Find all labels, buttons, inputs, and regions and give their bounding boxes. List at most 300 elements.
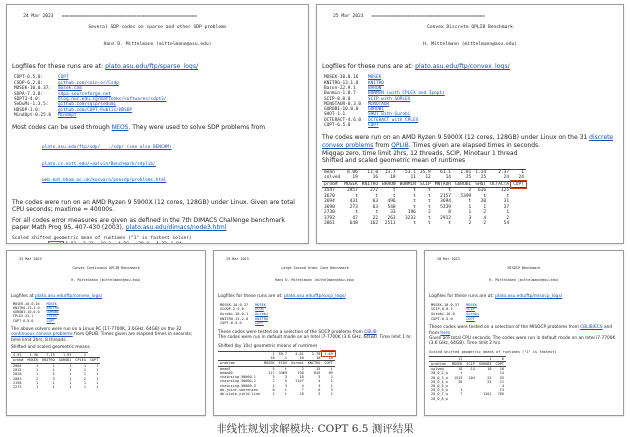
small2-date: 29 Mar 2023: [226, 257, 249, 262]
solver-link[interactable]: MOSEK: [255, 302, 266, 307]
table-cell: 19: [342, 175, 360, 181]
table-cell: 6: [494, 356, 506, 361]
solver-link[interactable]: BARON: [368, 85, 382, 91]
table-cell: Gurobi: [291, 361, 304, 366]
solver-link[interactable]: SCIP with SOPLEX: [368, 96, 411, 102]
solver-link[interactable]: GUROBI: [368, 107, 384, 113]
table-cell: 1: [73, 353, 88, 358]
small1-results-table: [11, 352, 100, 389]
table-cell: 4.91: [11, 353, 26, 358]
table-cell: [131, 242, 151, 244]
table-cell: 3: [272, 375, 275, 380]
solver-link[interactable]: Gurobi: [255, 312, 269, 317]
table-cell: [477, 397, 494, 401]
table-cell: BARON: [382, 181, 396, 187]
table-cell: 1: [96, 380, 99, 385]
solver-link[interactable]: SHOT with Gurobi: [368, 112, 411, 118]
solver-name: Gurobi-10.0.1: [220, 312, 249, 317]
small3-logfiles-text: Logfiles for these runs are at:: [429, 293, 494, 299]
table-cell: 2: [330, 392, 333, 397]
table-cell: 20_0_2_w: [431, 371, 448, 376]
scaled-row: [12, 242, 184, 244]
table-cell: [169, 242, 184, 244]
table-cell: problem: [429, 362, 450, 367]
table-cell: 1: [35, 372, 39, 377]
table-cell: 18: [328, 355, 333, 360]
table-cell: 1: [35, 363, 39, 368]
table-cell: 3: [330, 387, 333, 392]
table-cell: 25: [453, 175, 473, 181]
table-cell: 1: [83, 385, 86, 390]
table-cell: 1: [35, 385, 39, 390]
table-cell: 63: [372, 204, 379, 210]
small3-results-table: [429, 356, 506, 401]
table-cell: CPLEX: [75, 358, 86, 363]
small1-solver-list: [11, 302, 64, 323]
small3-solver-list: [429, 303, 484, 321]
table-cell: 1.81: [453, 169, 473, 175]
solver-name: COPT-6.5.0: [13, 318, 34, 323]
convex-results-table: [322, 169, 526, 227]
solver-row: [322, 91, 450, 96]
table-cell: COPT: [495, 362, 504, 367]
solver-name: SDPT3-4.0:: [14, 96, 41, 102]
solver-name: SCOOP-2.5.0: [220, 307, 244, 312]
small2-solver-list: [218, 303, 273, 326]
table-cell: 25: [473, 175, 488, 181]
solver-name: COPT-6.5.0:: [14, 75, 44, 81]
table-cell: 785: [497, 392, 504, 397]
small3-logfiles-link[interactable]: plato.asu.edu/ftp/misocp_logs/: [495, 293, 563, 299]
sparse-neos-link[interactable]: NEOS: [111, 123, 129, 131]
table-cell: [63, 242, 78, 244]
table-cell: 61.1: [433, 169, 453, 175]
small2-results-table: [218, 351, 335, 397]
solver-row: [12, 113, 171, 118]
table-cell: 431: [349, 199, 358, 205]
small3-author: H. Mittelmann (mittelmann@asu.edu): [489, 278, 559, 283]
table-cell: 12: [418, 175, 433, 181]
table-cell: 1: [52, 372, 55, 377]
solver-name: COPT-6.5.0: [220, 321, 242, 326]
solver-link[interactable]: COPT: [58, 75, 69, 81]
solver-name: MOSEK-10.0.37: [431, 302, 460, 307]
table-cell: 11: [398, 175, 418, 181]
table-cell: 1: [272, 383, 275, 388]
table-cell: t: [428, 215, 431, 221]
solver-link[interactable]: CPLEX: [46, 314, 57, 319]
sparse-codes-text-1: Most codes can be used through: [12, 123, 110, 131]
table-cell: t: [428, 204, 431, 210]
small2-link-1[interactable]: CBLIB: [364, 329, 377, 335]
table-cell: 3694: [440, 199, 451, 205]
table-cell: 3: [284, 383, 288, 388]
table-row: [11, 385, 100, 389]
table-cell: 2028: [13, 372, 22, 377]
solver-link[interactable]: COPT: [255, 321, 264, 326]
solver-name: KNITRO-13.2.0: [220, 316, 249, 321]
table-cell: 1: [506, 210, 510, 216]
table-cell: 3: [468, 215, 472, 221]
table-cell: COPT: [89, 358, 99, 363]
table-cell: 8: [448, 210, 451, 216]
table-cell: t: [413, 188, 416, 194]
table-cell: 158: [297, 370, 304, 375]
table-cell: 20_0_7_w: [431, 392, 448, 397]
table-cell: 2: [483, 210, 487, 216]
table-cell: OCTACTA: [490, 181, 510, 187]
table-cell: t: [460, 371, 463, 376]
table-cell: 35.9: [419, 169, 431, 175]
sparse-dimacs-text: For all codes error measures are given as defined in the 7th DIMACS Challenge benchmark paper Math Prog 95, 407-430 (2003),: [12, 216, 285, 232]
solver-link[interactable]: COPT: [368, 123, 379, 129]
table-cell: 263: [387, 215, 396, 221]
solver-link[interactable]: KNITRO: [46, 306, 59, 311]
sparse-codes-text-2: . They were used to solve SDP problems from: [128, 123, 266, 131]
small3-title: MISOCP Benchmark: [507, 265, 541, 270]
table-cell: t: [413, 199, 416, 205]
table-cell: 89: [328, 370, 333, 375]
table-cell: 1: [35, 380, 39, 385]
table-cell: 2: [272, 392, 275, 397]
sparse-hardware-text: The codes were run on an AMD Ryzen 9 5900X (12 cores, 128GB) under Linux. Given are total CPU seconds; maxtime = 40000s.: [12, 199, 295, 214]
table-cell: 1: [468, 210, 472, 216]
table-cell: db-plate-yield-line: [220, 392, 261, 397]
solver-link[interactable]: OCTERACT with CPLEX: [368, 117, 419, 123]
table-cell: chainsing-50000-1: [220, 375, 256, 380]
page-caption: 非线性规划求解模块: COPT 6.5 测评结果: [216, 423, 414, 435]
table-cell: 37: [503, 204, 510, 210]
table-cell: 59.7: [278, 351, 288, 356]
solver-link[interactable]: MINOTAUR: [368, 101, 390, 107]
solver-link[interactable]: MOSEK: [368, 75, 382, 81]
table-cell: 18: [380, 175, 398, 181]
small2-logfiles-text: Logfiles for these runs are at:: [218, 293, 283, 299]
table-cell: 1: [52, 363, 55, 368]
table-cell: t: [284, 387, 288, 392]
table-cell: solved: [431, 367, 444, 372]
table-cell: 2912: [440, 215, 451, 221]
table-cell: t: [428, 188, 431, 194]
table-cell: 3690: [324, 204, 335, 210]
table-cell: 6: [318, 387, 321, 392]
solver-row: [11, 319, 64, 323]
solver-link[interactable]: github.com/coin-or/Csdp: [58, 80, 119, 86]
table-cell: 1: [483, 204, 487, 210]
table-cell: 2.37: [488, 169, 511, 175]
table-cell: KNITRO: [42, 358, 55, 363]
table-cell: 54: [503, 221, 510, 227]
table-cell: 1519: [453, 375, 463, 380]
table-cell: beam30: [220, 370, 233, 375]
table-cell: prob#: [322, 181, 342, 188]
table-cell: 2957: [346, 188, 358, 194]
table-cell: 1: [52, 385, 55, 390]
solver-row: [429, 317, 484, 322]
solver-name: SHOT-1.1: [324, 112, 346, 118]
convex-settings-text: Miqgap zero, time limit 2hrs, 12 threads, SCIP, Minotaur 1 thread: [322, 149, 518, 157]
small1-logfiles-link[interactable]: plato.asu.edu/ftp/convex_logs/: [35, 293, 103, 299]
table-cell: 18: [316, 355, 321, 360]
table-cell: t: [428, 199, 431, 205]
convex-qplib-link[interactable]: QPLIB: [391, 141, 409, 149]
panel-convex-continuous: [6, 250, 206, 416]
table-cell: 616: [477, 188, 487, 194]
row-label: solved: [324, 175, 341, 181]
table-cell: 7: [460, 392, 463, 397]
table-cell: 13.0: [360, 169, 380, 175]
table-cell: 4: [318, 379, 321, 384]
table-cell: t: [284, 392, 288, 397]
solver-link[interactable]: ECOS: [255, 307, 264, 312]
table-cell: [151, 242, 169, 244]
table-cell: COPT: [324, 361, 333, 366]
solver-name: GUROBI-10.0.0: [13, 310, 40, 315]
table-cell: [12, 242, 49, 244]
table-cell: 3670: [324, 193, 335, 199]
sparse-title: Several SDP-codes on sparse and other SDP problems: [88, 24, 227, 30]
table-cell: 18: [270, 355, 275, 360]
solver-link[interactable]: SCIP: [466, 307, 475, 312]
table-cell: 5399: [460, 193, 472, 199]
table-cell: beam7: [220, 366, 231, 371]
solver-link[interactable]: github.com/sqlp/sedumi: [58, 102, 117, 108]
table-cell: t: [375, 193, 379, 199]
panel-sparse-sdp: [6, 4, 309, 244]
table-cell: 13: [499, 388, 504, 393]
table-cell: 8: [272, 387, 275, 392]
table-cell: GUROBI: [478, 362, 492, 367]
solver-link[interactable]: KNITRO: [255, 316, 269, 321]
solver-name: MOSEK-10.0.16: [13, 301, 40, 306]
sparse-source-1[interactable]: plato.asu.edu/ftp/sdp/ ./sdp/ (see also BENCHM): [42, 145, 172, 151]
table-cell: 1: [69, 376, 72, 381]
table-cell: MOSEK: [27, 358, 39, 363]
table-cell: 1: [262, 351, 277, 356]
table-row: [218, 392, 335, 396]
table-cell: 1157: [295, 379, 304, 384]
table-cell: 2157: [440, 193, 451, 199]
convex-logfiles-text: Logfiles for these runs are at:: [322, 63, 414, 71]
solver-link[interactable]: MindOpt: [58, 113, 77, 119]
table-cell: 1.93: [57, 353, 74, 358]
table-cell: t: [413, 193, 416, 199]
table-cell: [494, 397, 506, 401]
table-cell: 2083: [13, 376, 22, 381]
table-cell: 1: [96, 367, 99, 372]
table-cell: 1: [83, 372, 86, 377]
table-cell: 1: [330, 383, 333, 388]
table-cell: 1: [468, 204, 472, 210]
solver-link[interactable]: MOSEK: [466, 302, 477, 307]
table-cell: 20_0_5_w: [431, 384, 448, 389]
table-cell: 645: [314, 370, 321, 375]
table-cell: 204: [468, 375, 475, 380]
table-cell: 273: [349, 204, 358, 210]
table-cell: t: [413, 204, 416, 210]
table-cell: 14: [499, 371, 504, 376]
small2-logfiles-link[interactable]: plato.asu.edu/ftp/socp_logs/: [284, 293, 346, 299]
solver-name: CPLEX-22.1: [13, 314, 34, 319]
solver-link[interactable]: KNITRO: [368, 80, 384, 86]
panel-convex-qplib: [316, 4, 624, 244]
table-cell: GUROBI: [455, 181, 472, 187]
table-cell: 18: [487, 367, 492, 372]
table-cell: 1.14: [475, 169, 487, 175]
small1-text-1: The above solvers were run on a Linux PC (17-7700K, 3.6GHz, 64GB) on the 32: [11, 326, 182, 332]
table-cell: 2: [483, 221, 487, 227]
table-cell: MOSEK: [344, 181, 358, 187]
convex-hardware-text-3: . Times given are elapsed times in seconds.: [408, 141, 541, 149]
table-cell: 5339: [440, 204, 451, 210]
sparse-source-3[interactable]: web.mat.bham.ac.uk/kocvara/pensdp/problems.html: [42, 177, 167, 183]
small2-author: Hans D. Mittelmann (mittelmann@asu.edu): [275, 278, 355, 283]
solver-name: SCIP-8.0.0: [324, 96, 351, 102]
table-cell: 31: [503, 199, 510, 205]
table-cell: 1: [96, 385, 99, 390]
table-cell: 4: [483, 215, 487, 221]
solver-name: MOSEK-10.0.37:: [14, 86, 52, 92]
table-cell: 117: [268, 370, 275, 375]
table-cell: t: [468, 199, 472, 205]
solver-link[interactable]: MOSEK: [46, 301, 57, 306]
table-cell: 55: [499, 375, 504, 380]
row-label: mean: [322, 169, 342, 175]
solver-name: MOSEK-10.0.16: [324, 75, 359, 81]
panel-misocp: [424, 250, 624, 416]
table-cell: 10: [299, 355, 304, 360]
solver-link[interactable]: GUROBI: [46, 310, 59, 315]
table-cell: BONMIN: [399, 181, 416, 187]
table-cell: COPT: [513, 181, 524, 187]
table-cell: db-joint-soerensen: [220, 387, 258, 392]
table-cell: 2: [330, 375, 333, 380]
convex-solver-list: [322, 75, 450, 128]
table-cell: 2004: [13, 363, 22, 368]
table-cell: 13.7: [380, 169, 398, 175]
table-cell: 2511: [384, 221, 396, 227]
table-cell: 1: [69, 380, 72, 385]
solver-row: [322, 123, 450, 128]
table-cell: 1: [52, 367, 55, 372]
small2-text-2: The codes were run in default mode on an Intel i7-7700K (3.6 GHz, 64GB). Time limit 1 hr.: [218, 335, 412, 341]
table-cell: 3: [284, 375, 288, 380]
table-cell: 2: [468, 221, 472, 227]
table-cell: SHOT: [475, 181, 487, 187]
table-cell: 1.36: [26, 353, 41, 358]
small3-text-2: and from: [429, 325, 613, 336]
solver-name: SCIP-8.0.3: [431, 307, 453, 312]
sparse-date: 24 Mar 2023: [23, 13, 54, 19]
sparse-author-text: Hans D. Mittelmann (mittelmann@asu.edu): [103, 41, 212, 47]
table-cell: 24: [488, 175, 511, 181]
solver-name: OCTERACT-4.6.0: [324, 117, 362, 123]
sparse-solver-list: [12, 75, 171, 118]
table-cell: 3469: [278, 370, 288, 375]
table-cell: 20: [458, 379, 463, 384]
small3-scaled-text: Scaled shifted geometric means of runtimes ("1" is fastest): [429, 349, 557, 354]
table-cell: 1: [330, 379, 333, 384]
table-cell: t: [506, 193, 510, 199]
table-cell: 648: [349, 221, 358, 227]
table-cell: 4: [501, 384, 504, 389]
table-cell: 2: [83, 376, 86, 381]
table-cell: GUROBI: [58, 358, 72, 363]
table-cell: 53.1: [398, 169, 418, 175]
table-cell: 2730: [324, 210, 335, 216]
table-cell: 8.06: [342, 169, 360, 175]
solver-link[interactable]: COPT: [46, 318, 55, 323]
small3-link-2[interactable]: here: [440, 330, 451, 336]
solver-link[interactable]: BONMIN (with CPLEX and Ipopt): [368, 91, 445, 97]
solver-link[interactable]: github.com/COPT-Public/HDSDP: [58, 107, 133, 113]
table-cell: 16: [499, 367, 504, 372]
small3-link-1[interactable]: CBLIB/ECS: [580, 325, 603, 331]
small1-logfiles-text: Logfiles at: [11, 293, 34, 299]
small1-text-3: Shifted and scaled geometric means: [11, 345, 90, 351]
table-cell: 23: [487, 379, 492, 384]
table-cell: [96, 242, 114, 244]
solver-name: COPT-6.5.0: [324, 123, 351, 129]
table-cell: 5: [272, 366, 275, 371]
table-cell: KNITRO: [361, 181, 379, 187]
table-cell: t: [428, 193, 431, 199]
solver-link[interactable]: blog.nus.edu.sg/mattohkc/softwares/sdpt3/: [58, 96, 167, 102]
table-cell: [78, 242, 96, 244]
sparse-source-2[interactable]: plato.cs.nott.edu/~aalvin/Benchmark/sdplib/: [42, 161, 156, 167]
small2-text-1: These codes were tested on a selection of the SOCP problems from: [218, 329, 363, 335]
table-row: [429, 397, 506, 401]
solver-link[interactable]: mosek.com: [58, 86, 82, 92]
table-cell: t: [392, 193, 396, 199]
small2-shifted-text: Shifted (by 10s) geometric means of runtimes: [218, 343, 318, 349]
table-cell: 20_0_6_w: [431, 388, 448, 393]
solver-name: CSDP-6.2.0:: [14, 80, 44, 86]
table-cell: 3861: [324, 221, 335, 227]
small1-link-1[interactable]: continuous convex problems: [11, 332, 73, 338]
solver-link[interactable]: sdpa.sourceforge.net: [58, 91, 111, 97]
table-cell: 548: [387, 204, 396, 210]
table-cell: [113, 242, 131, 244]
solver-name: MindOpt-0.25.0: [14, 113, 52, 119]
convex-author: H. Mittelmann (mittelmann@asu.edu): [422, 41, 518, 47]
table-cell: t: [284, 366, 288, 371]
sparse-logfiles-link[interactable]: plato.asu.edu/ftp/sparse_logs/: [105, 63, 199, 71]
table-cell: 196: [407, 210, 416, 216]
solver-link[interactable]: Gurobi: [466, 312, 480, 317]
convex-logfiles-link[interactable]: plato.asu.edu/ftp/convex_logs/: [415, 63, 510, 71]
table-cell: 3694: [324, 199, 335, 205]
table-cell: 4: [301, 383, 304, 388]
table-cell: MOSEK: [264, 361, 275, 366]
table-cell: 272: [369, 188, 379, 194]
table-cell: 15: [316, 366, 321, 371]
table-cell: t: [355, 210, 358, 216]
table-cell: 2: [506, 215, 510, 221]
table-cell: 20_0_3_w: [431, 375, 448, 380]
solver-link[interactable]: COPT: [466, 316, 475, 321]
table-cell: 18: [299, 375, 304, 380]
table-cell: 1: [284, 355, 288, 360]
table-cell: 18: [458, 367, 463, 372]
convex-problems-link[interactable]: discrete convex problems: [322, 134, 614, 149]
solver-name: KNITRO-13.1.0: [324, 80, 359, 86]
sparse-dimacs-link[interactable]: plato.asu.edu/dimacs/node3.html: [125, 224, 227, 232]
table-cell: 1: [83, 363, 86, 368]
table-cell: problem: [218, 361, 262, 366]
table-cell: t: [448, 188, 451, 194]
table-cell: 33: [390, 210, 396, 216]
